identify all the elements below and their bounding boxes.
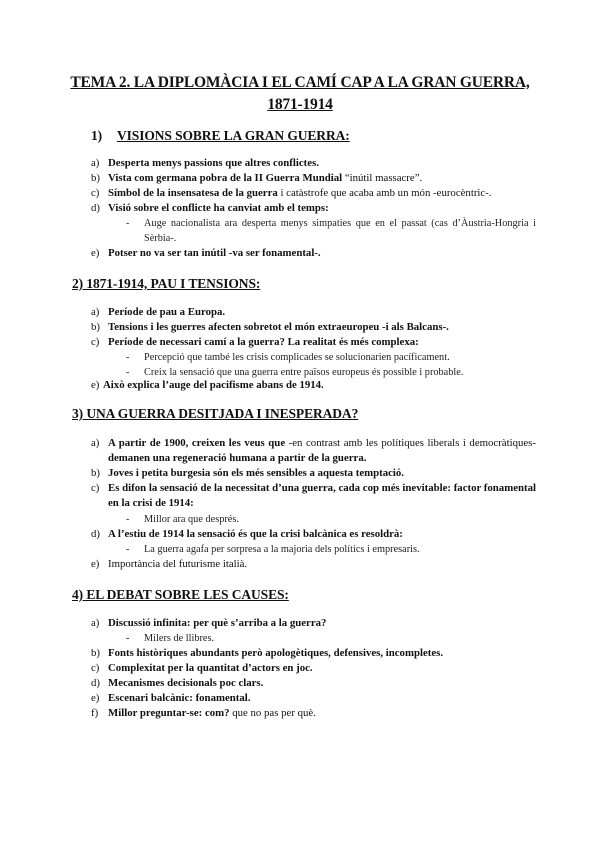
- list-item: a) A partir de 1900, creixen les veus que -en contrast amb les polítiques liberals i democràtiques- demanen una regeneració humana a partir de la guerra.: [91, 437, 536, 464]
- section-1-title: VISIONS SOBRE LA GRAN GUERRA:: [117, 128, 350, 143]
- sub-item: - Creix la sensació que una guerra entre països europeus és possible i probable.: [126, 367, 464, 378]
- sub-item: - Percepció que també les crisis complicades se solucionarien pacíficament.: [126, 352, 450, 363]
- sub-item: - La guerra agafa per sorpresa a la majoria dels polítics i empresaris.: [126, 544, 420, 555]
- sub-item: - Auge nacionalista ara desperta menys simpaties que en el passat (cas d’Àustria-Hongria i Sèrbia-.: [126, 218, 536, 244]
- sub-item: - Milers de llibres.: [126, 633, 215, 644]
- section-2-heading: 2) 1871-1914, PAU I TENSIONS:: [72, 276, 261, 291]
- title-line-2: 1871-1914: [267, 96, 333, 113]
- section-1-heading: [91, 128, 350, 144]
- document-title: [60, 72, 540, 116]
- document-page: TEMA 2. LA DIPLOMÀCIA I EL CAMÍ CAP A LA GRAN GUERRA, 1871-1914 1) VISIONS SOBRE LA GRAN GUERRA: a) Desperta menys passions que altres conflictes. b) Vista com germana pobra de la II Guerra Mundial “inútil massacre”. c) Símbol de la insensatesa de la guerra i catàstrofe que acaba amb un món -eurocèntric-. d) Visió sobre el conflicte ha canviat amb el temps: - Auge nacionalista ara desperta menys simpaties que en el passat (cas d’Àustria-Hongria i Sèrbia-. e) Potser no va ser tan inútil -va ser fonamental-. 2) 1871-1914, PAU I TENSIONS: a) Període de pau a Europa. b) Tensions i les guerres afecten sobretot el món extraeuropeu -i als Balcans-. c) Període de necessari camí a la guerra? La realitat és més complexa: - Percepció que també les crisis complicades se solucionarien pacíficament. - Creix la sensació que una guerra entre països europeus és possible i probable. e) Això explica l’auge del pacifisme abans de 1914. 3) UNA GUERRA DESITJADA I INESPERADA? a) A partir de 1900, creixen les veus que -en contrast amb les polítiques liberals i democràtiques- demanen una regeneració humana a partir de la guerra. b) Joves i petita burgesia són els més sensibles a aquesta temptació. c) Es difon la sensació de la necessitat d’una guerra, cada cop més inevitable: factor fonamental en la crisi de 1914: - Millor ara que després. d) A l’estiu de 1914 la sensació és que la crisi balcànica es resoldrà: - La guerra agafa per sorpresa a la majoria dels polítics i empresaris. e) Importància del futurisme italià. 4) EL DEBAT SOBRE LES CAUSES: a) Discussió infinita: per què s’arriba a la guerra? - Milers de llibres. b) Fonts històriques abundants però apologètiques, defensives, incompletes. c) Complexitat per la quantitat d’actors en joc. d) Mecanismes decisionals poc clars. e) Escenari balcànic: fonamental. f) Millor preguntar-se: com? que no pas per què.: [0, 0, 600, 848]
- section-3-heading: 3) UNA GUERRA DESITJADA I INESPERADA?: [72, 406, 359, 421]
- sub-item: - Millor ara que després.: [126, 514, 239, 525]
- section-4-heading: 4) EL DEBAT SOBRE LES CAUSES:: [72, 587, 289, 602]
- list-item: c) Es difon la sensació de la necessitat d’una guerra, cada cop més inevitable: factor fonamental en la crisi de 1914:: [91, 482, 536, 509]
- title-line-1: TEMA 2. LA DIPLOMÀCIA I EL CAMÍ CAP A LA GRAN GUERRA,: [70, 74, 530, 91]
- section-1-number: 1): [91, 128, 103, 143]
